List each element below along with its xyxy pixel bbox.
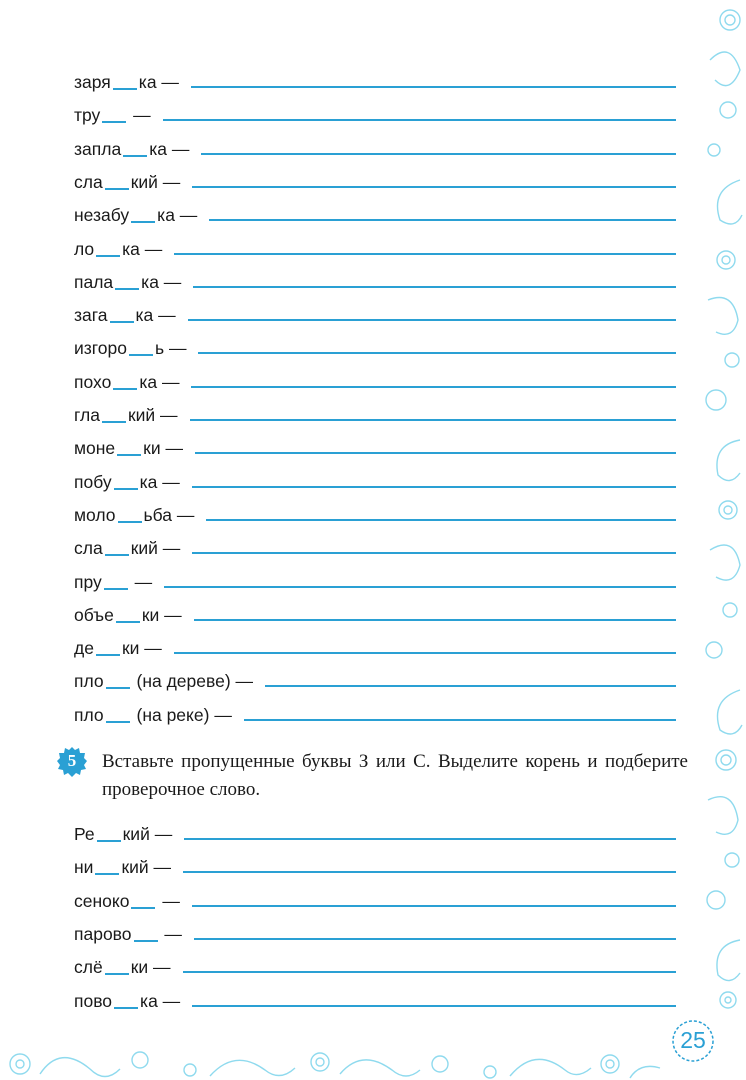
missing-letter-blank[interactable] (105, 973, 129, 975)
missing-letter-blank[interactable] (106, 687, 130, 689)
answer-line[interactable] (183, 971, 677, 973)
answer-line[interactable] (174, 652, 676, 654)
task-instruction: Вставьте пропущенные буквы З или С. Выделите корень и подберите проверочное слово. (102, 751, 688, 800)
word-start: заря (74, 72, 111, 92)
answer-line[interactable] (195, 452, 676, 454)
ornament-right-border (700, 0, 746, 1080)
answer-line[interactable] (201, 153, 676, 155)
answer-line[interactable] (191, 386, 676, 388)
word-start: побу (74, 471, 112, 492)
exercise-row (74, 428, 183, 458)
word-start: зага (74, 305, 108, 326)
word-start: гла (74, 405, 100, 425)
missing-letter-blank[interactable] (110, 321, 134, 323)
missing-letter-blank[interactable] (117, 454, 141, 456)
ornament-bottom-border (0, 1024, 746, 1080)
word-start: пло (74, 671, 104, 692)
answer-line[interactable] (192, 1005, 676, 1007)
word-end: ка — (139, 371, 180, 392)
answer-line[interactable] (209, 219, 676, 221)
exercise-row (74, 595, 182, 625)
word-end: кий — (122, 824, 173, 844)
word-start: моне (74, 438, 116, 459)
answer-line[interactable] (174, 253, 676, 255)
exercise-row (74, 162, 180, 192)
answer-line[interactable] (164, 586, 676, 588)
answer-line[interactable] (192, 186, 676, 188)
answer-line[interactable] (192, 486, 676, 488)
word-start: сла (74, 171, 103, 192)
word-end: кий — (130, 171, 181, 192)
answer-line[interactable] (163, 119, 676, 121)
word-start: ло (74, 238, 95, 259)
word-end: ки — (130, 957, 171, 978)
exercise-row (74, 295, 176, 325)
word-end: (на дереве) — (131, 671, 254, 692)
answer-line[interactable] (206, 519, 676, 521)
word-start: похо (74, 371, 112, 392)
exercise-row (74, 195, 197, 225)
word-end: кий — (130, 538, 181, 559)
answer-line[interactable] (192, 905, 676, 907)
word-start: незабу (74, 205, 130, 226)
missing-letter-blank[interactable] (114, 1007, 138, 1009)
exercise-row (74, 129, 189, 159)
exercise-row (74, 328, 186, 358)
exercise-row (74, 695, 232, 725)
task-number-badge (56, 746, 88, 778)
word-end: — (157, 890, 180, 911)
word-start: слё (74, 957, 103, 978)
word-start: пло (74, 704, 104, 725)
missing-letter-blank[interactable] (97, 840, 121, 842)
word-start: моло (74, 504, 116, 525)
answer-line[interactable] (192, 552, 676, 554)
word-start: пру (74, 571, 102, 592)
missing-letter-blank[interactable] (131, 221, 155, 223)
missing-letter-blank[interactable] (102, 121, 126, 123)
word-end: — (129, 571, 153, 592)
word-start: объе (74, 604, 114, 625)
missing-letter-blank[interactable] (113, 88, 137, 90)
task-number: 5 (67, 751, 77, 770)
word-end: (на реке) — (131, 704, 232, 725)
word-start: пала (74, 271, 114, 292)
exercise-row (74, 947, 171, 977)
word-end: — (159, 923, 182, 944)
exercise-row (74, 628, 162, 658)
missing-letter-blank[interactable] (96, 255, 120, 257)
missing-letter-blank[interactable] (118, 521, 142, 523)
word-end: ки — (121, 638, 162, 659)
answer-line[interactable] (194, 938, 676, 940)
word-end: ка — (135, 305, 176, 326)
missing-letter-blank[interactable] (105, 554, 129, 556)
word-start: парово (74, 923, 132, 944)
word-end: ки — (141, 604, 182, 625)
answer-line[interactable] (244, 719, 676, 721)
word-start: пово (74, 990, 113, 1011)
word-start: ни (74, 857, 94, 878)
page-number: 25 (680, 1027, 706, 1053)
missing-letter-blank[interactable] (113, 388, 137, 390)
missing-letter-blank[interactable] (134, 940, 158, 942)
missing-letter-blank[interactable] (129, 354, 153, 356)
word-end: ка — (141, 271, 182, 292)
exercise-row (74, 661, 253, 691)
missing-letter-blank[interactable] (102, 421, 126, 423)
word-start: Ре (74, 824, 95, 844)
word-end: ка — (122, 238, 163, 259)
exercise-row (74, 847, 171, 877)
word-end: ка — (140, 990, 181, 1011)
answer-line[interactable] (190, 419, 676, 421)
missing-letter-blank[interactable] (116, 621, 140, 623)
exercise-row (74, 881, 180, 911)
missing-letter-blank[interactable] (131, 907, 155, 909)
exercise-row (74, 95, 151, 125)
missing-letter-blank[interactable] (106, 721, 130, 723)
word-start: де (74, 638, 94, 659)
exercise-row (74, 362, 179, 392)
word-end: — (128, 105, 151, 126)
word-start: сеноко (74, 890, 130, 911)
answer-line[interactable] (188, 319, 676, 321)
exercise-row (74, 462, 180, 492)
word-end: кий — (127, 405, 178, 425)
word-end: кий — (121, 857, 172, 878)
missing-letter-blank[interactable] (105, 188, 129, 190)
exercise-row (74, 262, 181, 292)
answer-line[interactable] (193, 286, 676, 288)
answer-line[interactable] (194, 619, 676, 621)
answer-line[interactable] (198, 352, 676, 354)
word-end: ка — (138, 72, 179, 92)
word-end: ка — (149, 138, 190, 159)
exercise-row (74, 395, 178, 425)
exercise-row (74, 914, 182, 944)
word-start: запла (74, 138, 122, 159)
exercise-row (74, 814, 172, 844)
answer-line[interactable] (183, 871, 676, 873)
word-start: тру (74, 105, 101, 126)
exercise-row (74, 62, 179, 92)
missing-letter-blank[interactable] (114, 488, 138, 490)
exercise-row (74, 981, 180, 1011)
answer-line[interactable] (184, 838, 676, 840)
answer-line[interactable] (191, 86, 676, 88)
exercise-row (74, 229, 162, 259)
answer-line[interactable] (265, 685, 676, 687)
word-end: ка — (139, 471, 180, 492)
word-end: ки — (143, 438, 183, 459)
missing-letter-blank[interactable] (104, 588, 128, 590)
word-end: ьба — (143, 504, 195, 525)
missing-letter-blank[interactable] (123, 155, 147, 157)
exercise-row (74, 562, 152, 592)
exercise-row (74, 528, 180, 558)
missing-letter-blank[interactable] (95, 873, 119, 875)
missing-letter-blank[interactable] (96, 654, 120, 656)
word-end: ка — (157, 205, 198, 226)
word-end: ь — (155, 338, 187, 359)
word-start: сла (74, 538, 103, 559)
missing-letter-blank[interactable] (115, 288, 139, 290)
exercise-row (74, 495, 194, 525)
word-start: изгоро (74, 338, 127, 359)
